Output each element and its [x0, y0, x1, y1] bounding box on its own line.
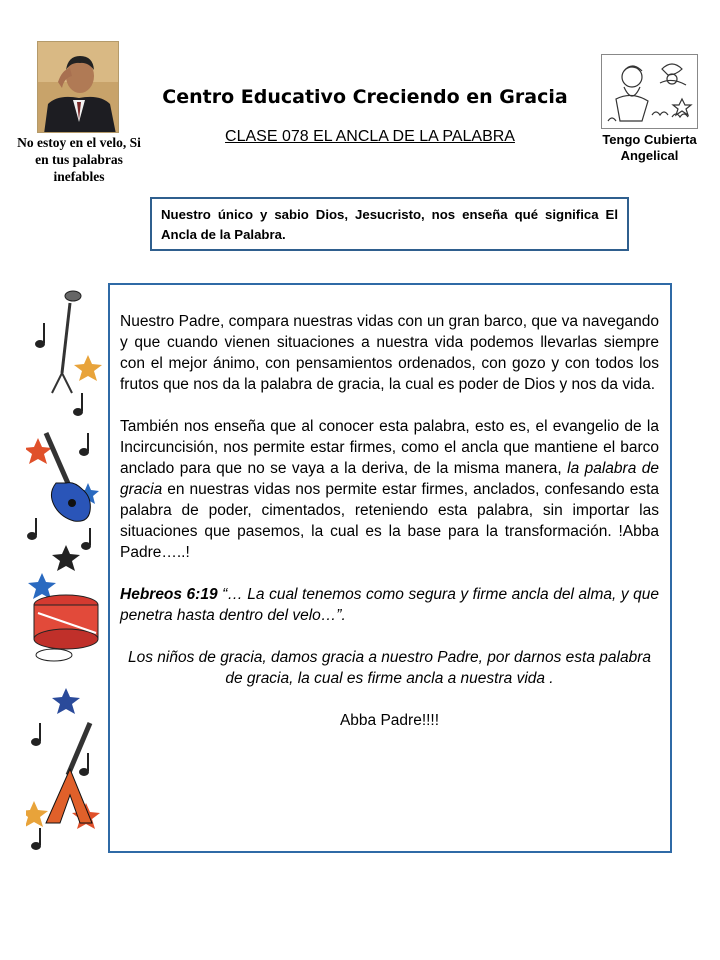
angel-child-drawing: [601, 54, 698, 129]
verse-reference: Hebreos 6:19: [120, 586, 218, 603]
guitar-icon: [46, 433, 90, 521]
music-decoration-strip: [26, 283, 102, 858]
verse-paragraph: [120, 584, 659, 626]
star-icon: [74, 355, 102, 381]
signoff: Abba Padre!!!!: [339, 712, 440, 729]
paragraph-2-italic: la palabra de gracia: [120, 460, 659, 498]
closing-paragraph: Los niños de gracia, damos gracia a nuestro Padre, por darnos esta palabra de gracia, la cual es firme ancla a nuestra vida .: [127, 649, 651, 687]
paragraph-2-text-a: También nos enseña que al conocer esta palabra, esto es, el evangelio de la Incircuncisión, nos permite estar firmes, como el ancla que mantiene el barco anclado para que no se vaya a la deriva, de la misma manera,: [120, 418, 659, 477]
portrait-caption: No estoy en el velo, Si en tus palabras inefables: [17, 135, 141, 184]
drum-icon: [34, 595, 98, 661]
school-title: Centro Educativo Creciendo en Gracia: [162, 86, 568, 108]
star-icon: [52, 545, 80, 571]
paragraph-2: [120, 416, 659, 563]
paragraph-2-text-b: en nuestras vidas nos permite estar firmes, anclados, confesando esta palabra de poder, cimentados, reteniendo esta palabra, sin importar las situaciones que pasemos, la cual es la base para la transformación. !Abba Padre…..!: [120, 481, 659, 561]
star-icon: [28, 573, 56, 599]
verse-text: “… La cual tenemos como segura y firme ancla del alma, y que penetra hasta dentro del velo…”.: [120, 586, 659, 624]
angel-caption: Tengo Cubierta Angelical: [602, 132, 697, 163]
microphone-icon: [52, 291, 81, 393]
class-title: CLASE 078 EL ANCLA DE LA PALABRA: [225, 128, 515, 145]
paragraph-1: Nuestro Padre, compara nuestras vidas con un gran barco, que va navegando y que cuando vienen situaciones a nuestra vida podemos llevarlas siempre con el mejor ánimo, con pensamientos ordenados, con gozo y con todos los frutos que nos da la palabra de gracia, la cual es poder de Dios y nos da vida.: [120, 313, 659, 393]
intro-box: Nuestro único y sabio Dios, Jesucristo, nos enseña qué significa El Ancla de la Palabra.: [150, 197, 629, 251]
portrait-photo: [37, 41, 119, 133]
star-icon: [26, 801, 48, 827]
main-content-box: [108, 283, 672, 853]
star-icon: [52, 688, 80, 714]
